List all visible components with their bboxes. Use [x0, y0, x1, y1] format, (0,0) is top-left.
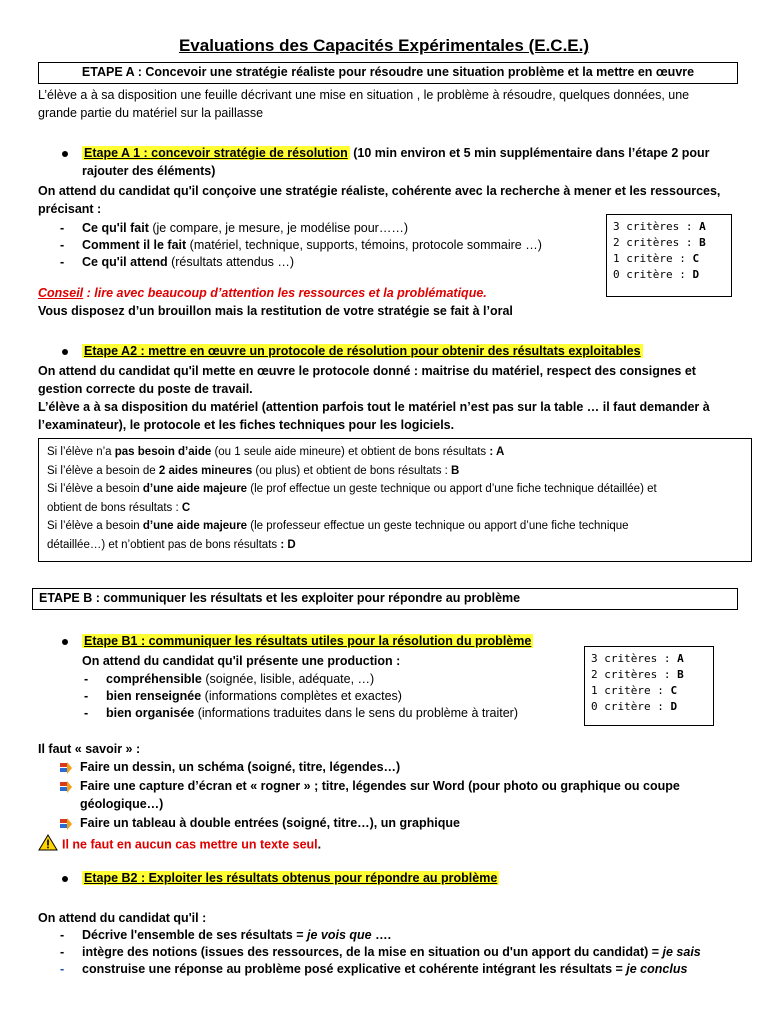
- etape-b2-heading: [62, 869, 499, 887]
- etape-b-header: ETAPE B : communiquer les résultats et les exploiter pour répondre au problème: [32, 588, 738, 610]
- criteria-row: 3 critères : A: [613, 220, 706, 233]
- warning-line: Il ne faut en aucun cas mettre un texte seul.: [38, 834, 321, 856]
- etape-a2-text-4: l’examinateur), le protocole et les fiches techniques pour les logiciels.: [38, 418, 455, 432]
- list-item: - bien organisée (informations traduites dans le sens du problème à traiter): [84, 706, 519, 720]
- etape-a-header: ETAPE A : Concevoir une stratégie réaliste pour résoudre une situation problème et la mettre en œuvre: [38, 62, 738, 84]
- aide-line: obtient de bons résultats : C: [47, 501, 191, 514]
- etape-a-intro-line-2: grande partie du matériel sur la paillasse: [38, 106, 264, 120]
- etape-a1-title: Etape A 1 : concevoir stratégie de résolution: [84, 146, 348, 160]
- etape-a1-duration: (10 min environ et 5 min supplémentaire dans l’étape 2 pour: [349, 146, 710, 160]
- list-item: Faire un dessin, un schéma (soigné, titre, légendes…): [60, 758, 400, 776]
- arrow-bullet-icon: [60, 777, 80, 795]
- aide-line: Si l’élève a besoin d’une aide majeure (le prof effectue un geste technique ou apport d’une fiche technique détaillée) et: [47, 483, 657, 495]
- savoir-heading: Il faut « savoir » :: [38, 742, 141, 756]
- etape-a1-duration-cont: rajouter des éléments): [82, 164, 216, 178]
- list-item: - construise une réponse au problème posé explicative et cohérente intégrant les résultats = je conclus: [60, 962, 688, 976]
- etape-b2-title: Etape B2 : Exploiter les résultats obtenus pour répondre au problème: [84, 871, 498, 885]
- etape-b1-attend: On attend du candidat qu'il présente une production :: [82, 654, 401, 668]
- etape-a2-title: Etape A2 : mettre en œuvre un protocole de résolution pour obtenir des résultats exploitables: [84, 344, 641, 358]
- etape-a2-text-1: On attend du candidat qu'il mette en œuvre le protocole donné : maitrise du matériel, respect des consignes et: [38, 364, 696, 378]
- bullet-icon: [62, 639, 68, 645]
- warning-icon: [38, 834, 58, 856]
- brouillon-note: Vous disposez d’un brouillon mais la restitution de votre stratégie se fait à l’oral: [38, 304, 513, 318]
- criteria-row: 0 critère : D: [613, 268, 700, 281]
- etape-b1-title: Etape B1 : communiquer les résultats utiles pour la résolution du problème: [84, 634, 532, 648]
- bullet-icon: [62, 151, 68, 157]
- list-item: - Décrive l'ensemble de ses résultats = je vois que ….: [60, 928, 392, 942]
- arrow-bullet-icon: [60, 758, 80, 776]
- bullet-icon: [62, 349, 68, 355]
- aide-line: détaillée…) et n’obtient pas de bons résultats : D: [47, 538, 296, 551]
- conseil-note: Conseil : lire avec beaucoup d’attention les ressources et la problématique.: [38, 286, 487, 300]
- etape-a1-heading: [62, 144, 710, 162]
- etape-b2-attend: On attend du candidat qu'il :: [38, 911, 207, 925]
- etape-a1-attend-1: On attend du candidat qu'il conçoive une stratégie réaliste, cohérente avec la recherche à mener et les ressources,: [38, 184, 721, 198]
- criteria-row: 1 critère : C: [591, 684, 678, 697]
- etape-a-intro-line-1: L’élève a à sa disposition une feuille décrivant une mise en situation , le problème à résoudre, quelques données, une: [38, 88, 690, 102]
- etape-a1-attend-2: précisant :: [38, 202, 102, 216]
- list-item: - compréhensible (soignée, lisible, adéquate, …): [84, 672, 375, 686]
- criteria-row: 0 critère : D: [591, 700, 678, 713]
- list-item: - bien renseignée (informations complètes et exactes): [84, 689, 402, 703]
- etape-a2-text-3: L’élève a à sa disposition du matériel (attention parfois tout le matériel n’est pas sur la table … il faut demander à: [38, 400, 710, 414]
- criteria-box-a: [606, 214, 732, 297]
- page-title: Evaluations des Capacités Expérimentales (E.C.E.): [178, 36, 590, 55]
- aide-line: Si l’élève a besoin de 2 aides mineures (ou plus) et obtient de bons résultats : B: [47, 464, 460, 477]
- list-item: Faire une capture d’écran et « rogner » ; titre, légendes sur Word (pour photo ou graphique ou coupe: [60, 777, 680, 795]
- aide-grading-box: [38, 438, 752, 562]
- list-item: Faire un tableau à double entrées (soigné, titre…), un graphique: [60, 814, 460, 832]
- etape-a2-text-2: gestion correcte du poste de travail.: [38, 382, 253, 396]
- criteria-row: 2 critères : B: [613, 236, 706, 249]
- criteria-box-b: [584, 646, 714, 726]
- bullet-icon: [62, 876, 68, 882]
- etape-a2-heading: [62, 342, 643, 360]
- list-item: - Comment il le fait (matériel, technique, supports, témoins, protocole sommaire …): [60, 238, 542, 252]
- list-item: - intègre des notions (issues des ressources, de la mise en situation ou d'un apport du candidat) = je sais: [60, 945, 701, 959]
- arrow-bullet-icon: [60, 814, 80, 832]
- list-item-cont: géologique…): [80, 797, 164, 811]
- aide-line: Si l’élève a besoin d’une aide majeure (le professeur effectue un geste technique ou apport d’une fiche technique: [47, 520, 629, 532]
- criteria-row: 1 critère : C: [613, 252, 700, 265]
- list-item: - Ce qu'il attend (résultats attendus …): [60, 255, 295, 269]
- list-item: - Ce qu'il fait (je compare, je mesure, je modélise pour……): [60, 221, 408, 235]
- criteria-row: 2 critères : B: [591, 668, 684, 681]
- criteria-row: 3 critères : A: [591, 652, 684, 665]
- etape-b1-heading: [62, 632, 533, 650]
- aide-line: Si l’élève n’a pas besoin d’aide (ou 1 seule aide mineure) et obtient de bons résultats : A: [47, 446, 505, 458]
